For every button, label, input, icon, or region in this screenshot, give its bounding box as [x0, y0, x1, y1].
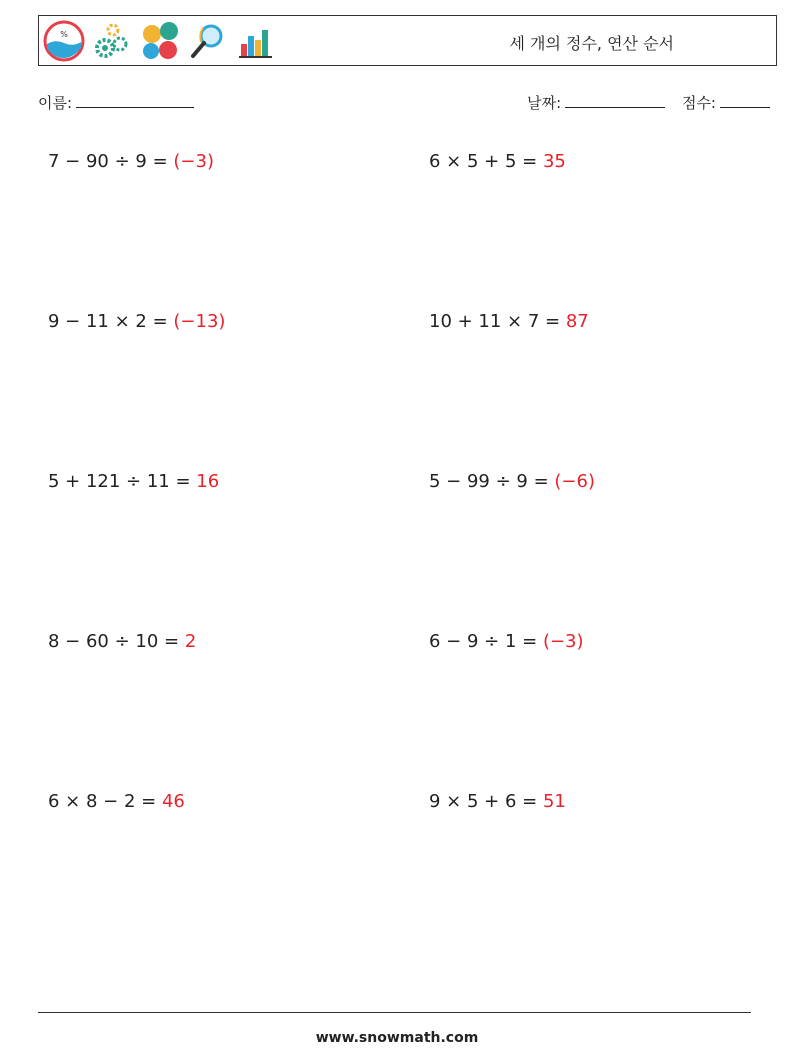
problem-6	[429, 471, 595, 492]
problem-answer: (−6)	[554, 471, 595, 492]
problem-3	[48, 311, 225, 332]
problem-1	[48, 151, 214, 172]
problem-4	[429, 311, 589, 332]
name-blank[interactable]	[76, 93, 194, 108]
problem-answer: 51	[542, 791, 566, 812]
problem-answer: 46	[161, 791, 185, 812]
footer-site-link[interactable]: www.snowmath.com	[315, 1030, 479, 1046]
gears-icon	[91, 20, 133, 62]
worksheet-header	[38, 15, 777, 66]
date-blank[interactable]	[565, 93, 665, 108]
problem-2	[429, 151, 566, 172]
problem-8	[429, 631, 584, 652]
problem-answer: (−13)	[173, 311, 226, 332]
problem-5	[48, 471, 219, 492]
problem-expression: 9 − 11 × 2 =	[48, 311, 174, 332]
problem-answer: (−3)	[173, 151, 214, 172]
problem-answer: 2	[184, 631, 197, 652]
problem-expression: 5 − 99 ÷ 9 =	[429, 471, 555, 492]
student-info-row	[38, 92, 770, 116]
score-label: 점수:	[681, 94, 716, 112]
problem-expression: 6 × 5 + 5 =	[429, 151, 543, 172]
problem-expression: 7 − 90 ÷ 9 =	[48, 151, 174, 172]
problem-expression: 5 + 121 ÷ 11 =	[48, 471, 197, 492]
magnifier-icon	[187, 20, 229, 62]
problem-expression: 6 − 9 ÷ 1 =	[429, 631, 543, 652]
problem-answer: 87	[565, 311, 589, 332]
problem-answer: 16	[196, 471, 220, 492]
problem-9	[48, 791, 185, 812]
problem-expression: 10 + 11 × 7 =	[429, 311, 566, 332]
percentage-icon	[43, 20, 85, 62]
logo-strip	[43, 19, 277, 63]
name-field[interactable]	[38, 92, 194, 113]
footer-divider	[38, 1012, 751, 1013]
name-label: 이름:	[38, 94, 73, 112]
problem-expression: 6 × 8 − 2 =	[48, 791, 162, 812]
problem-expression: 8 − 60 ÷ 10 =	[48, 631, 185, 652]
number-bubbles-icon	[139, 20, 181, 62]
worksheet-title: 세 개의 정수, 연산 순서	[509, 34, 674, 53]
problem-answer: (−3)	[542, 631, 584, 652]
problem-expression: 9 × 5 + 6 =	[429, 791, 543, 812]
problem-7	[48, 631, 196, 652]
bar-chart-icon	[235, 20, 277, 62]
svg-text:%: %	[60, 30, 68, 39]
date-label: 날짜:	[527, 94, 562, 112]
problem-answer: 35	[542, 151, 566, 172]
score-blank[interactable]	[720, 93, 770, 108]
problem-10	[429, 791, 566, 812]
date-score-fields	[527, 92, 770, 113]
